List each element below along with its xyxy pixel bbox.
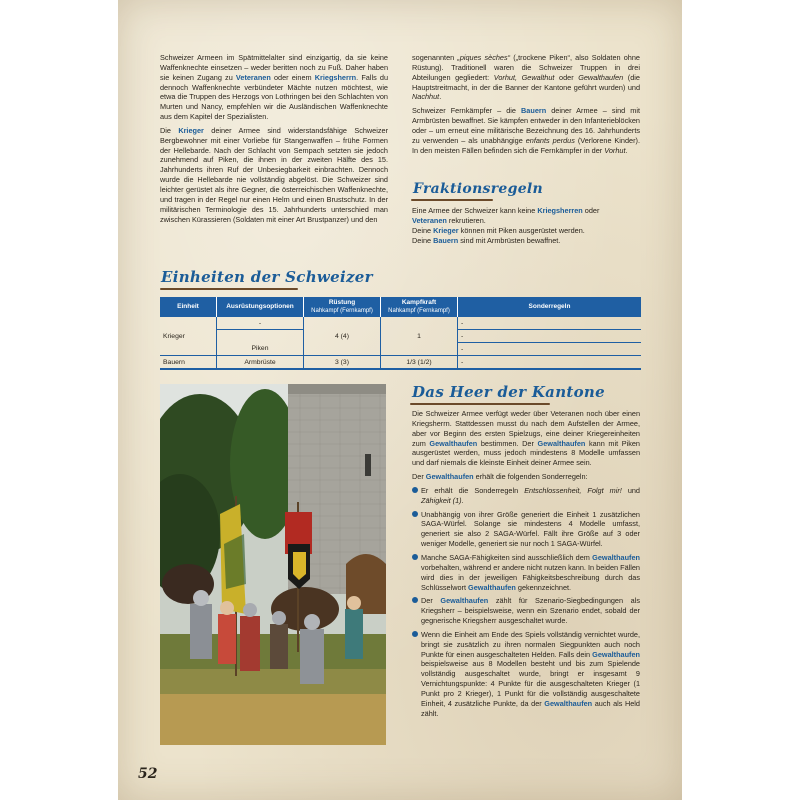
col-ausruestung: Ausrüstungsoptionen — [217, 297, 304, 317]
heer-bullet-5: Wenn die Einheit am Ende des Spiels vollständig vernichtet wurde, bringt sie zusätzlich zu ihren normalen Siegpunkten auch noch Punkte für einen ausgeschalteten Helden. Falls dein Gewalthaufen beispielsweise aus 8 Modellen besteht und bis zum Spielende vollständig ausgeschaltet wurde, bringt er insgesamt 9 Vernichtungspunkte: 4 Punkte für die ausgeschalteten Krieger (1 Punkt pro 2 Krieger), 1 Punkt für die vollständig ausgeschaltete Einheit, 4 zusätzliche Punkte, da der Gewalthaufen auch als Held zählt. — [412, 630, 640, 719]
fraktionsregeln-heading: Fraktionsregeln — [413, 181, 544, 197]
col-einheit: Einheit — [160, 297, 217, 317]
bullet-icon — [412, 487, 418, 493]
units-table — [160, 297, 641, 370]
intro-paragraph-3: sogenannten „piques sèches“ („trockene Piken“, also Soldaten ohne Rüstung). Traditionell waren die Schweizer Truppen in drei Abteilungen gegliedert: Vorhut, Gewalthut oder Gewalthaufen (die Hauptstreitmacht, in der die Banner der Kantone geführt wurden) und Nachhut. — [412, 53, 640, 102]
fraktion-rule-2: Deine Krieger können mit Piken ausgerüstet werden. — [412, 225, 585, 235]
intro-paragraph-4: Schweizer Fernkämpfer – die Bauern deiner Armee – sind mit Armbrüsten bewaffnet. Sie kämpfen entweder in den Infanterieblöcken oder – um erneut eine militärische Bezeichnung des 16. Jahrhunderts zu verwenden – als unabhängige enfants perdus (Verlorene Kinder). In den meisten Fällen befinden sich die Fernkämpfer in der Vorhut. — [412, 106, 640, 155]
table-row: Krieger 4 (4) 1 - — [160, 330, 641, 343]
intro-paragraph-2: Die Krieger deiner Armee sind widerstandsfähige Schweizer Bergbewohner mit einer Vorliebe für Stangenwaffen – frühe Formen der Hellebarde. Nach der Schlacht von Sempach setzten sie jedoch zunehmend auf Piken, die ihnen in der zweiten Hälfte des 15. Jahrhunderts ihren Ruf der Unbesiegbarkeit einbrachten. Dennoch wurde die Hellebarde nie vollständig abgelöst. Die Schweizer sind leichter gerüstet als ihre Gegner, die österreichischen Waffenknechte, und tragen in der Regel nur einen Helm und einen Brustschutz. In der militärischen Terminologie des 15. Jahrhunderts unterschied man zwischen Kürassieren (Soldaten mit einer Art Brustpanzer) und den — [160, 125, 388, 224]
einheiten-heading: Einheiten der Schweizer — [161, 268, 373, 286]
heer-underline — [410, 403, 550, 405]
keyword-kriegsherrn: Kriegsherrn — [314, 72, 357, 82]
table-row: - - — [160, 317, 641, 330]
col-kampfkraft: Kampfkraft Nahkampf (Fernkampf) — [381, 297, 458, 317]
fraktion-rule-3: Deine Bauern sind mit Armbrüsten bewaffnet. — [412, 235, 561, 245]
keyword-bauern: Bauern — [521, 106, 547, 116]
fraktionsregeln-underline — [411, 199, 493, 201]
heer-bullet-2: Unabhängig von ihrer Größe generiert die Einheit 1 zusätzlichen SAGA-Würfel. Solange sie mindestens 4 Modelle umfasst, generiert sie also 2 SAGA-Würfel. Fällt ihre Größe auf 3 oder weniger Modelle, generiert sie nur noch 1 SAGA-Würfel. — [412, 510, 640, 549]
table-row: Bauern Armbrüste 3 (3) 1/3 (1/2) - — [160, 356, 641, 370]
einheiten-underline — [160, 288, 298, 290]
intro-column-left — [160, 53, 388, 228]
units-table-header — [160, 297, 641, 317]
fraktionsregeln-list — [412, 206, 640, 245]
col-sonderregeln: Sonderregeln — [458, 297, 642, 317]
heer-bullet-4: Der Gewalthaufen zählt für Szenario-Siegbedingungen als Kriegsherr – beispielsweise, wenn ein Szenario endet, sobald der gegnerische Kriegsherr ausgeschaltet wurde. — [412, 596, 640, 626]
intro-column-right — [412, 53, 640, 159]
heer-bullet-3: Manche SAGA-Fähigkeiten sind ausschließlich dem Gewalthaufen vorbehalten, während er andere nicht nutzen kann. In beiden Fällen wird dies in der jeweiligen Fähigkeitsbeschreibung durch das Schlüsselwort Gewalthaufen gekennzeichnet. — [412, 553, 640, 592]
heer-paragraph-2: Der Gewalthaufen erhält die folgenden Sonderregeln: — [412, 472, 588, 482]
bullet-icon — [412, 554, 418, 560]
heer-paragraph-1: Die Schweizer Armee verfügt weder über Veteranen noch über einen Kriegsherrn. Stattdessen musst du nach dem Aufstellen der Armee, aber vor Beginn des ersten Spielzugs, eine deiner Kriegereinheiten zum Gewalthaufen bestimmen. Der Gewalthaufen kann mit Piken ausgerüstet werden, muss jedoch mindestens 8 Modelle umfassen und darf niemals die kleinste Einheit deiner Armee sein. — [412, 409, 640, 468]
col-ruestung: Rüstung Nahkampf (Fernkampf) — [304, 297, 381, 317]
table-row: Piken - — [160, 343, 641, 356]
keyword-krieger: Krieger — [178, 125, 204, 135]
bullet-icon — [412, 631, 418, 637]
miniatures-photo — [160, 384, 386, 745]
keyword-veteranen: Veteranen — [235, 72, 271, 82]
intro-paragraph-1: Schweizer Armeen im Spätmittelalter sind einzigartig, da sie keine Waffenknechte einsetzen – weder beritten noch zu Fuß. Daher haben sie keinen Zugang zu Veteranen oder einem Kriegsherrn. Falls du dennoch Waffenknechte verbündeter Mächte nutzen möchtest, wie etwa die Truppen des Herzogs von Lothringen bei den Schlachten von Murten und Nancy, empfehlen wir die Ausländischen Waffenknechte aus dem Kapitel der Spezialisten. — [160, 53, 389, 122]
fraktion-rule-1-cont: Veteranen rekrutieren. — [412, 215, 486, 225]
bullet-icon — [412, 511, 418, 517]
heer-bullet-1: Er erhält die Sonderregeln Entschlossenheit, Folgt mir! und Zähigkeit (1). — [412, 486, 640, 506]
bullet-icon — [412, 597, 418, 603]
heer-heading: Das Heer der Kantone — [412, 383, 605, 401]
fraktion-rule-1: Eine Armee der Schweizer kann keine Kriegsherren oder — [412, 206, 600, 215]
page-number: 52 — [138, 766, 158, 782]
heer-text — [412, 409, 640, 722]
